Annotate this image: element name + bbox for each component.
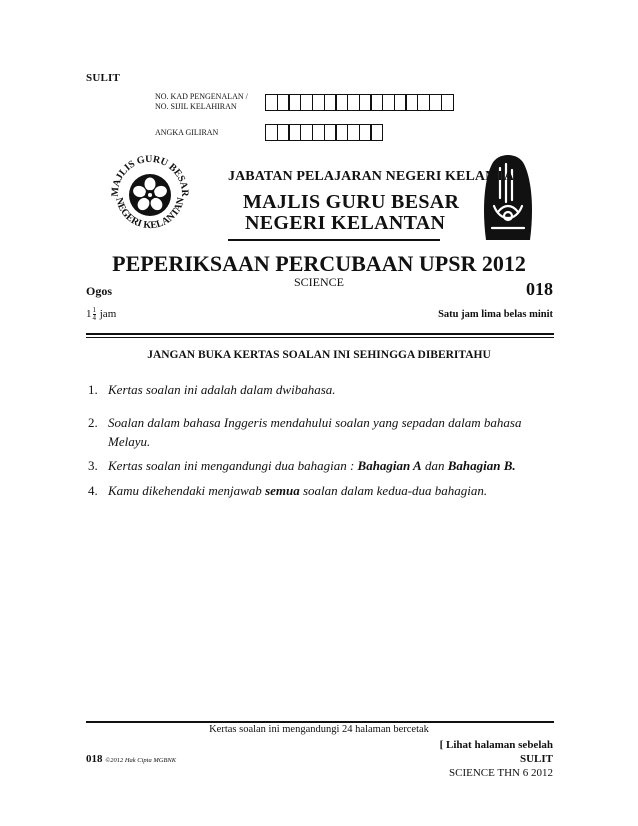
- council-heading-line2: NEGERI KELANTAN: [245, 212, 446, 234]
- fraction-denominator: 4: [92, 314, 96, 322]
- council-heading-line1: MAJLIS GURU BESAR: [243, 191, 460, 213]
- id-label-line1: NO. KAD PENGENALAN /: [155, 92, 248, 101]
- footer-paper-code: 018: [86, 753, 103, 765]
- exam-title: PEPERIKSAAN PERCUBAAN UPSR 2012: [112, 251, 526, 276]
- duration-text: Satu jam lima belas minit: [438, 309, 553, 320]
- warning-text: JANGAN BUKA KERTAS SOALAN INI SEHINGGA DIBERITAHU: [147, 349, 491, 361]
- subject-name: SCIENCE: [293, 275, 344, 289]
- footer-divider: [86, 721, 554, 723]
- instruction-bold-b: Bahagian B.: [447, 458, 516, 473]
- duration-fraction: [93, 307, 97, 322]
- instruction-number: 3.: [88, 458, 98, 473]
- instruction-1: [88, 380, 558, 399]
- svg-text:MAJLIS GURU BESAR: MAJLIS GURU BESAR: [109, 153, 191, 197]
- duration-short: [86, 307, 116, 322]
- footer-code: [86, 753, 176, 765]
- digit-box[interactable]: [370, 124, 383, 141]
- instruction-bold-a: Bahagian A: [357, 458, 422, 473]
- instruction-text-post: soalan dalam kedua-dua bahagian.: [299, 483, 488, 498]
- paper-code: 018: [526, 279, 553, 299]
- heading-underline: [228, 239, 440, 241]
- instruction-text: Soalan dalam bahasa Inggeris mendahului soalan yang sepadan dalam bahasa: [108, 415, 522, 430]
- divider-thick: [86, 333, 554, 335]
- angka-giliran-boxes[interactable]: [265, 124, 382, 141]
- instruction-2: [88, 413, 558, 451]
- fraction-numerator: 1: [92, 306, 96, 314]
- kelantan-crest-logo: [478, 150, 538, 242]
- sulit-top-label: SULIT: [86, 72, 121, 84]
- id-label-line2: NO. SIJIL KELAHIRAN: [155, 102, 237, 111]
- instruction-text-mid: dan: [421, 458, 448, 473]
- instruction-number: 2.: [88, 415, 98, 430]
- id-number-boxes[interactable]: [265, 94, 452, 111]
- divider-thin: [86, 337, 554, 338]
- digit-box[interactable]: [441, 94, 454, 111]
- duration-whole: 1: [86, 308, 92, 321]
- duration-unit: jam: [99, 308, 117, 321]
- instruction-bold: semua: [265, 483, 300, 498]
- pages-note: Kertas soalan ini mengandungi 24 halaman bercetak: [209, 724, 429, 735]
- instruction-4: [88, 481, 558, 500]
- instruction-text: Kertas soalan ini mengandungi dua bahagian :: [108, 458, 358, 473]
- instruction-text: Kertas soalan ini adalah dalam dwibahasa.: [108, 382, 336, 397]
- copyright-text: ©2012 Hak Cipta MGBNK: [105, 757, 177, 764]
- instruction-3: [88, 456, 558, 475]
- footer-sulit: SULIT: [519, 753, 553, 765]
- id-number-label: [155, 92, 248, 112]
- instruction-text-cont: Melayu.: [108, 434, 151, 449]
- instruction-text: Kamu dikehendaki menjawab: [108, 483, 266, 498]
- next-page-note: [ Lihat halaman sebelah: [439, 739, 553, 751]
- exam-month: Ogos: [86, 284, 113, 298]
- instruction-number: 1.: [88, 382, 98, 397]
- angka-giliran-label: ANGKA GILIRAN: [155, 128, 219, 137]
- mgb-emblem-logo: [104, 148, 196, 240]
- department-heading: JABATAN PELAJARAN NEGERI KELANTAN: [228, 169, 525, 184]
- instruction-number: 4.: [88, 483, 98, 498]
- footer-series: SCIENCE THN 6 2012: [449, 767, 553, 779]
- svg-text:NEGERI KELANTAN: NEGERI KELANTAN: [113, 196, 187, 232]
